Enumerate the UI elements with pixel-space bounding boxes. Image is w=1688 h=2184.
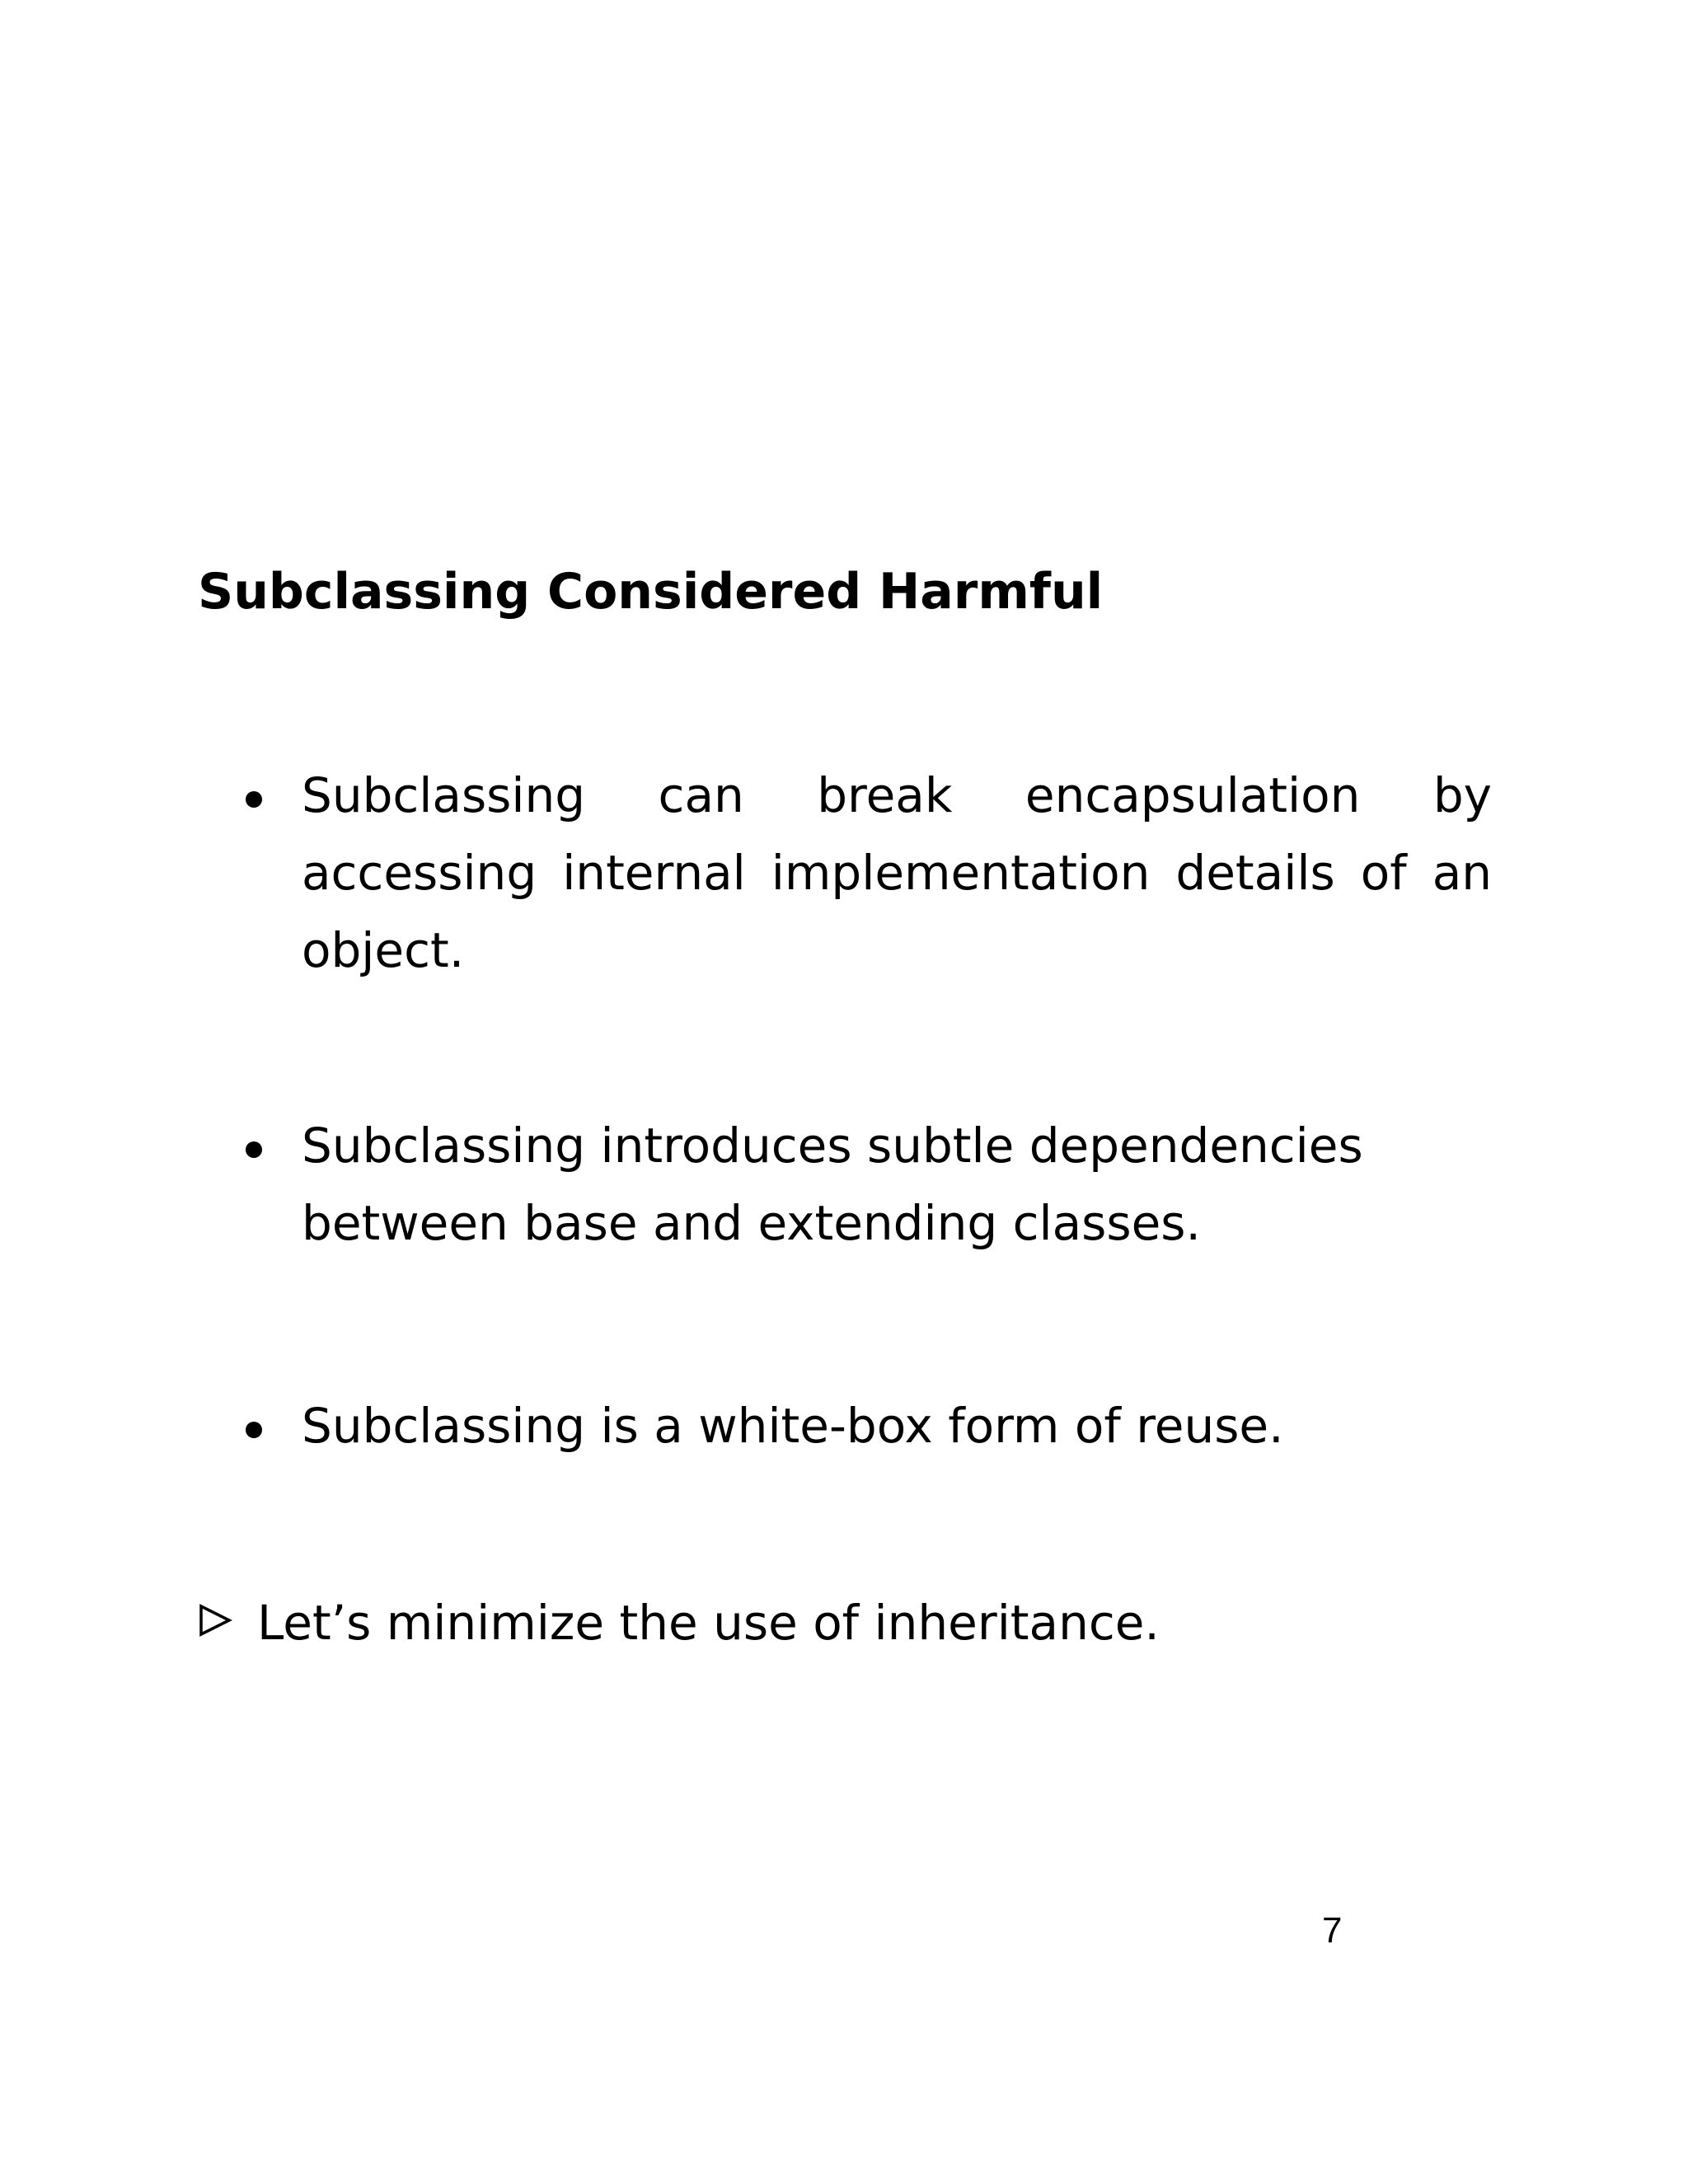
bullet-item — [247, 1107, 1492, 1262]
bullet-dot-icon — [246, 1422, 262, 1438]
bullet-text: Subclassing is a white-box form of reuse. — [302, 1398, 1284, 1454]
bullet-text: Subclassing can break encapsulation by accessing internal implementation details of an object. — [302, 767, 1492, 978]
slide-title: Subclassing Considered Harmful — [198, 563, 1104, 621]
conclusion-line — [198, 1584, 1160, 1665]
bullet-dot-icon — [246, 1141, 262, 1158]
bullet-item — [247, 1387, 1492, 1465]
bullet-item — [247, 757, 1492, 989]
bullet-text: Subclassing introduces subtle dependencies between base and extending classes. — [302, 1118, 1363, 1251]
bullet-dot-icon — [246, 791, 262, 808]
conclusion-text: Let’s minimize the use of inheritance. — [257, 1595, 1160, 1651]
triangle-right-outline-icon — [198, 1582, 232, 1660]
page-number: 7 — [1322, 1910, 1343, 1951]
